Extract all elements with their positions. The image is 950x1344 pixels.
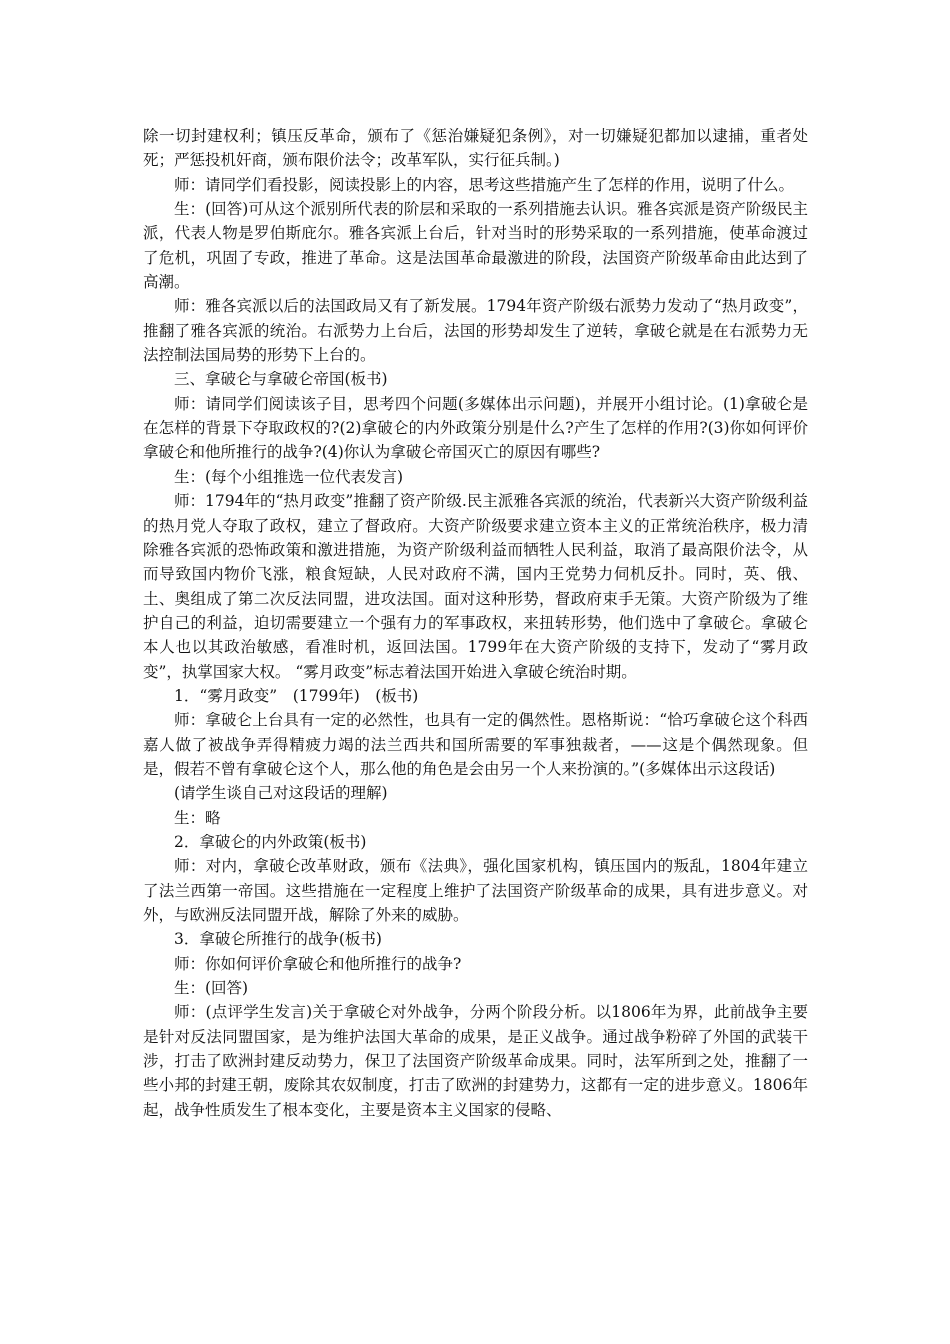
paragraph: 师：请同学们阅读该子目，思考四个问题(多媒体出示问题)，并展开小组讨论。(1)拿破仑是在怎样的背景下夺取政权的?(2)拿破仑的内外政策分别是什么?产生了怎样的作用?(3)你如何评价拿破仑和他所推行的战争?(4)你认为拿破仑帝国灭亡的原因有哪些? xyxy=(143,394,808,462)
paragraph: 师：你如何评价拿破仑和他所推行的战争? xyxy=(174,954,462,973)
paragraph: 3．拿破仑所推行的战争(板书) xyxy=(174,930,382,949)
paragraph: 师：请同学们看投影，阅读投影上的内容，思考这些措施产生了怎样的作用，说明了什么。 xyxy=(174,175,795,194)
paragraph: 师：雅各宾派以后的法国政局又有了新发展。1794年资产阶级右派势力发动了“热月政变”，推翻了雅各宾派的统治。右派势力上台后，法国的形势却发生了逆转，拿破仑就是在右派势力无法控制法国局势的形势下上台的。 xyxy=(143,297,808,365)
paragraph: 2．拿破仑的内外政策(板书) xyxy=(174,832,367,851)
paragraph: 1．“雾月政变” (1799年) (板书) xyxy=(174,686,419,705)
document-page xyxy=(143,124,808,1122)
paragraph: 师：(点评学生发言)关于拿破仑对外战争，分两个阶段分析。以1806年为界，此前战争主要是针对反法同盟国家，是为维护法国大革命的成果，是正义战争。通过战争粉碎了外国的武装干涉，打击了欧洲封建反动势力，保卫了法国资产阶级革命成果。同时，法军所到之处，推翻了一些小邦的封建王朝，废除其农奴制度，打击了欧洲的封建势力，这都有一定的进步意义。1806年起，战争性质发生了根本变化，主要是资本主义国家的侵略、 xyxy=(143,1003,808,1119)
paragraph: 生：(回答)可从这个派别所代表的阶层和采取的一系列措施去认识。雅各宾派是资产阶级民主派，代表人物是罗伯斯庇尔。雅各宾派上台后，针对当时的形势采取的一系列措施，使革命渡过了危机，巩固了专政，推进了革命。这是法国革命最激进的阶段，法国资产阶级革命由此达到了高潮。 xyxy=(143,200,808,292)
paragraph: 师：对内，拿破仑改革财政，颁布《法典》，强化国家机构，镇压国内的叛乱，1804年建立了法兰西第一帝国。这些措施在一定程度上维护了法国资产阶级革命的成果，具有进步意义。对外，与欧洲反法同盟开战，解除了外来的威胁。 xyxy=(143,857,808,924)
paragraph: 生：略 xyxy=(174,808,221,827)
paragraph: 除一切封建权利；镇压反革命，颁布了《惩治嫌疑犯条例》，对一切嫌疑犯都加以逮捕，重者处死；严惩投机奸商，颁布限价法令；改革军队，实行征兵制。) xyxy=(143,127,808,170)
paragraph: 生：(回答) xyxy=(174,979,249,998)
paragraph: 师：拿破仑上台具有一定的必然性，也具有一定的偶然性。恩格斯说：“恰巧拿破仑这个科西嘉人做了被战争弄得精疲力竭的法兰西共和国所需要的军事独裁者，——这是个偶然现象。但是，假若不曾有拿破仑这个人，那么他的角色是会由另一个人来扮演的。”(多媒体出示这段话) xyxy=(143,711,808,778)
paragraph: 生：(每个小组推选一位代表发言) xyxy=(174,467,404,486)
paragraph: 师：1794年的“热月政变”推翻了资产阶级.民主派雅各宾派的统治，代表新兴大资产阶级利益的热月党人夺取了政权，建立了督政府。大资产阶级要求建立资本主义的正常统治秩序，极力清除雅各宾派的恐怖政策和激进措施，为资产阶级利益而牺牲人民利益，取消了最高限价法令，从而导致国内物价飞涨，粮食短缺，人民对政府不满，国内王党势力伺机反扑。同时，英、俄、土、奥组成了第二次反法同盟，进攻法国。面对这种形势，督政府束手无策。大资产阶级为了维护自己的利益，迫切需要建立一个强有力的军事政权，来扭转形势，他们选中了拿破仑。拿破仑本人也以其政治敏感，看准时机，返回法国。1799年在大资产阶级的支持下，发动了“雾月政变”，执掌国家大权。 “雾月政变”标志着法国开始进入拿破仑统治时期。 xyxy=(143,492,808,681)
paragraph: 三、拿破仑与拿破仑帝国(板书) xyxy=(174,370,388,389)
paragraph: (请学生谈自己对这段话的理解) xyxy=(174,784,388,803)
